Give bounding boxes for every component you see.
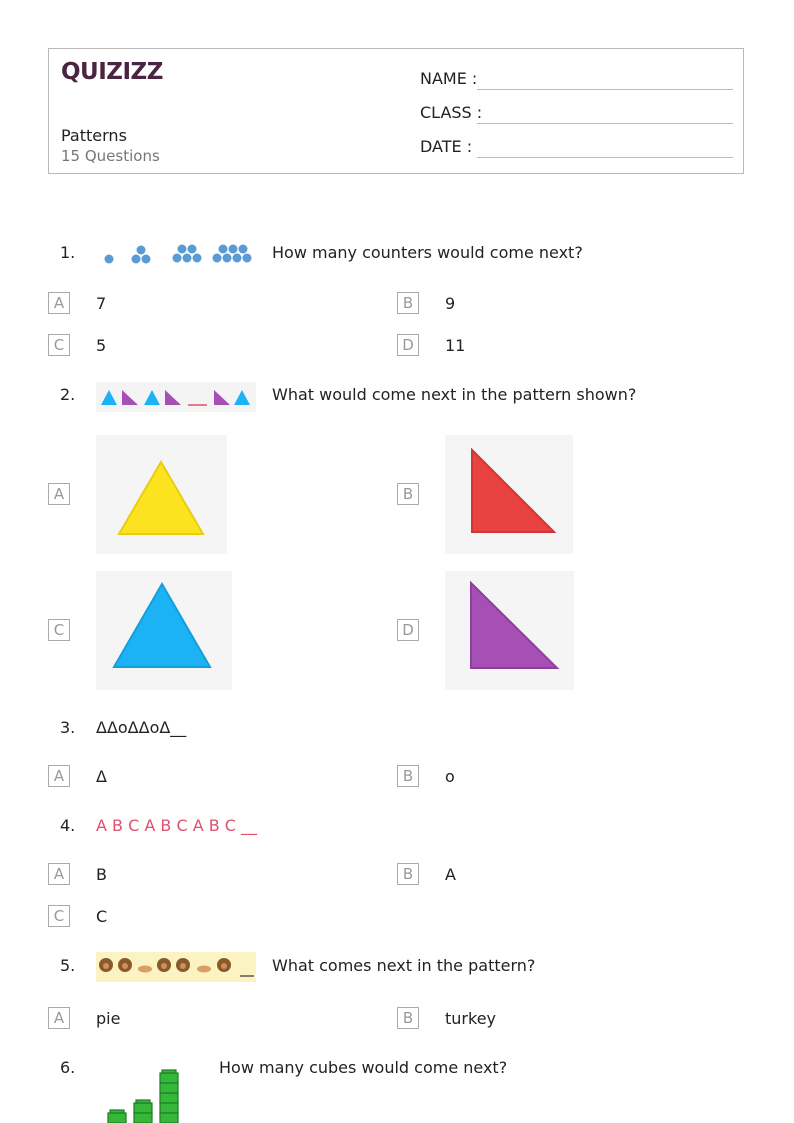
option-letter-box[interactable]: A	[48, 765, 70, 787]
option-image-card	[445, 435, 573, 554]
turkey-icon	[217, 958, 231, 972]
option-letter-box[interactable]: B	[397, 292, 419, 314]
option-letter-box[interactable]: C	[48, 905, 70, 927]
worksheet-header	[48, 48, 744, 174]
option-letter-box[interactable]: A	[48, 292, 70, 314]
date-label: DATE :	[420, 137, 473, 156]
red-right-triangle-image	[445, 435, 573, 554]
option-letter-box[interactable]: B	[397, 863, 419, 885]
option-image-card	[445, 571, 574, 690]
blue-triangle-image	[96, 571, 232, 690]
option-image-card	[96, 435, 227, 554]
option-letter-box[interactable]: A	[48, 1007, 70, 1029]
quizizz-logo: QUIZIZZ	[61, 59, 163, 85]
option-letter-box[interactable]: B	[397, 483, 419, 505]
question-number: 5.	[60, 956, 76, 975]
option-letter-box[interactable]: D	[397, 334, 419, 356]
question-number: 1.	[60, 243, 76, 262]
question-text: A B C A B C A B C __	[96, 816, 258, 835]
date-field[interactable]	[477, 157, 733, 158]
option-letter-box[interactable]: A	[48, 863, 70, 885]
class-label: CLASS :	[420, 103, 483, 122]
turkey-icon	[157, 958, 171, 972]
question-number: 6.	[60, 1058, 76, 1077]
question-number: 4.	[60, 816, 76, 835]
worksheet-title: Patterns	[61, 126, 127, 145]
option-text: 7	[96, 294, 107, 313]
option-letter-box[interactable]: C	[48, 334, 70, 356]
option-text: B	[96, 865, 107, 884]
question-number: 2.	[60, 385, 76, 404]
pie-icon	[138, 966, 152, 973]
name-field[interactable]	[477, 89, 733, 90]
option-text: pie	[96, 1009, 121, 1028]
option-text: C	[96, 907, 108, 926]
question-text: How many cubes would come next?	[219, 1058, 508, 1077]
question-number: 3.	[60, 718, 76, 737]
triangle-pattern-image	[96, 382, 256, 412]
question-text: How many counters would come next?	[272, 243, 583, 262]
option-text: 11	[445, 336, 466, 355]
option-letter-box[interactable]: A	[48, 483, 70, 505]
pie-icon	[197, 966, 211, 973]
option-text: o	[445, 767, 455, 786]
option-text: A	[445, 865, 456, 884]
option-text: 5	[96, 336, 107, 355]
question-text: What would come next in the pattern shown?	[272, 385, 637, 404]
yellow-triangle-image	[96, 435, 227, 554]
option-letter-box[interactable]: D	[397, 619, 419, 641]
turkey-icon	[118, 958, 132, 972]
option-letter-box[interactable]: C	[48, 619, 70, 641]
class-field[interactable]	[477, 123, 733, 124]
name-label: NAME :	[420, 69, 478, 88]
cube-towers-image	[96, 1058, 204, 1123]
turkey-pie-pattern-image	[96, 952, 256, 982]
option-text: 9	[445, 294, 456, 313]
option-image-card	[96, 571, 232, 690]
question-text: ΔΔoΔΔoΔ__	[96, 718, 187, 737]
question-text: What comes next in the pattern?	[272, 956, 536, 975]
option-letter-box[interactable]: B	[397, 1007, 419, 1029]
option-text: Δ	[96, 767, 107, 786]
turkey-icon	[99, 958, 113, 972]
counters-pattern-image	[96, 238, 258, 270]
turkey-icon	[176, 958, 190, 972]
question-count: 15 Questions	[61, 147, 160, 165]
purple-right-triangle-image	[445, 571, 574, 690]
option-text: turkey	[445, 1009, 496, 1028]
option-letter-box[interactable]: B	[397, 765, 419, 787]
